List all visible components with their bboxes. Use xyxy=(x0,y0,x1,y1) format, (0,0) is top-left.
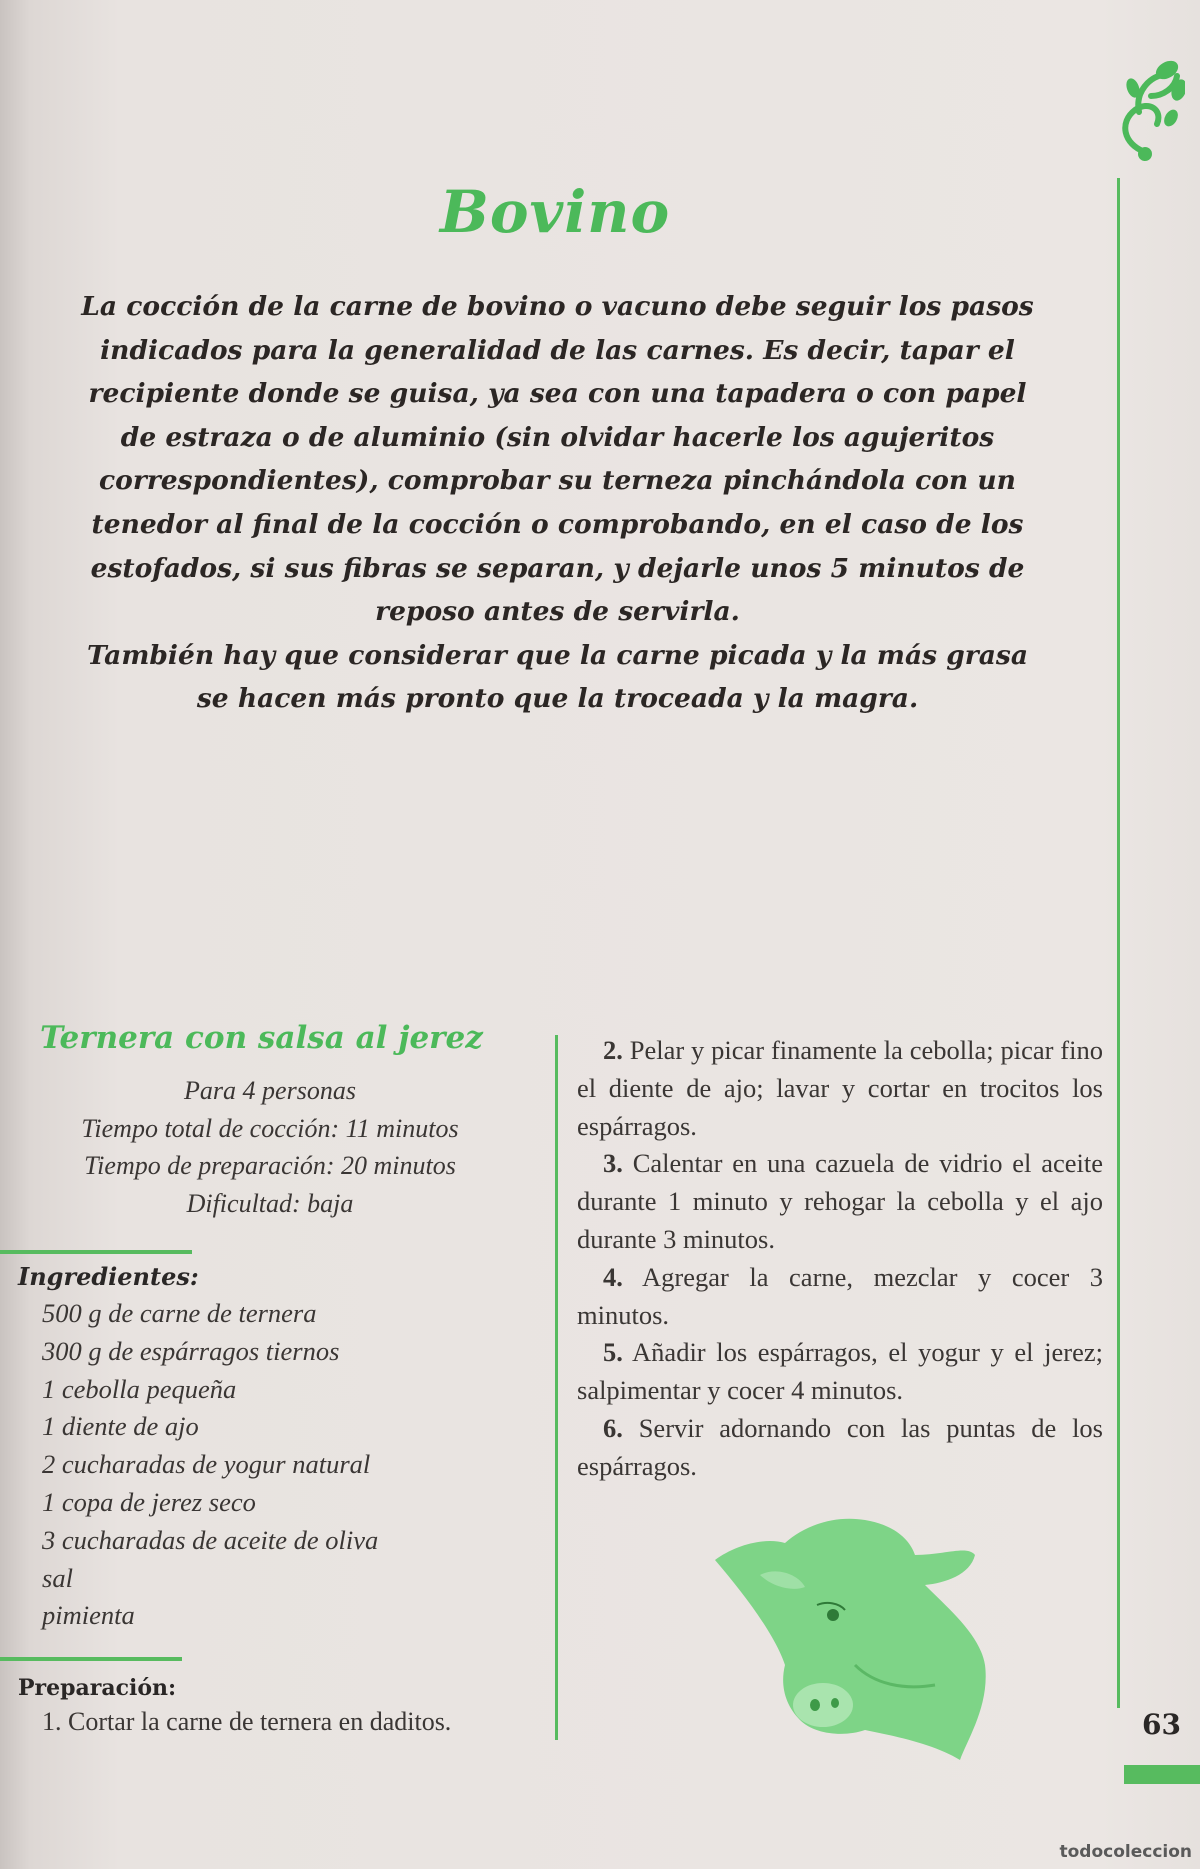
cow-head-icon xyxy=(705,1515,990,1760)
preparation-step xyxy=(577,1334,1103,1410)
step-text: Añadir los espárragos, el yogur y el jerez; salpimentar y cocer 4 minutos. xyxy=(577,1337,1104,1406)
preparation-rule xyxy=(0,1657,182,1661)
difficulty: Dificultad: baja xyxy=(186,1188,354,1218)
step-number: 6. xyxy=(603,1412,623,1443)
intro-text xyxy=(75,285,1040,721)
step-number: 4. xyxy=(603,1261,623,1292)
watermark: todocoleccion xyxy=(1059,1842,1192,1862)
intro-paragraph: También hay que considerar que la carne picada y la más grasa se hacen más pronto que la troceada y la magra. xyxy=(86,639,1029,715)
preparation-steps xyxy=(577,1032,1103,1486)
margin-vertical-rule xyxy=(1117,178,1120,1708)
recipe-title: Ternera con salsa al jerez xyxy=(40,1020,483,1056)
step-text: Calentar en una cazuela de vidrio el aceite durante 1 minuto y rehogar la cebolla y el ajo durante 3 minutos. xyxy=(577,1148,1104,1254)
step-number: 5. xyxy=(603,1337,623,1368)
step-text: Servir adornando con las puntas de los espárragos. xyxy=(577,1412,1103,1481)
intro-paragraph: La cocción de la carne de bovino o vacuno debe seguir los pasos indicados para la generalidad de las carnes. Es decir, tapar el recipiente donde se guisa, ya sea con una tapadera o con papel de estraza o de aluminio (sin olvidar hacerle los agujeritos correspondientes), comprobar su terneza pinchándola con un tenedor al final de la cocción o comprobando, en el caso de los estofados, si sus fibras se separan, y dejarle unos 5 minutos de reposo antes de servirla. xyxy=(81,291,1034,628)
step-number: 3. xyxy=(603,1148,623,1179)
list-item: 1 cebolla pequeña xyxy=(42,1373,237,1404)
page-title: Bovino xyxy=(439,178,671,246)
list-item: 1 diente de ajo xyxy=(42,1411,199,1442)
page-number: 63 xyxy=(1142,1708,1181,1741)
preparation-step xyxy=(577,1032,1103,1145)
ingredients-heading: Ingredientes: xyxy=(18,1262,199,1291)
margin-green-bar xyxy=(1124,1765,1200,1784)
column-divider xyxy=(555,1035,558,1740)
ingredients-list xyxy=(42,1295,378,1635)
step-text: Pelar y picar finamente la cebolla; picar fino el diente de ajo; lavar y cortar en trocitos los espárragos. xyxy=(577,1035,1103,1141)
step-number: 2. xyxy=(603,1035,623,1065)
floral-ornament-icon xyxy=(1105,52,1185,162)
list-item: 3 cucharadas de aceite de oliva xyxy=(42,1524,379,1555)
total-cooking-time: Tiempo total de cocción: 11 minutos xyxy=(81,1113,459,1143)
preparation-step-1: 1. Cortar la carne de ternera en daditos. xyxy=(42,1707,452,1736)
list-item: 2 cucharadas de yogur natural xyxy=(42,1449,371,1480)
list-item: 300 g de espárragos tiernos xyxy=(42,1335,340,1366)
preparation-time: Tiempo de preparación: 20 minutos xyxy=(84,1151,456,1180)
ingredients-rule xyxy=(0,1250,192,1254)
list-item: sal xyxy=(42,1562,73,1593)
recipe-meta xyxy=(30,1072,510,1222)
servings: Para 4 personas xyxy=(184,1076,356,1105)
preparation-step xyxy=(577,1410,1103,1486)
preparation-heading: Preparación: xyxy=(18,1675,177,1701)
preparation-step xyxy=(577,1259,1103,1335)
list-item: 1 copa de jerez seco xyxy=(42,1486,256,1517)
list-item: 500 g de carne de ternera xyxy=(42,1298,317,1328)
list-item: pimienta xyxy=(42,1600,135,1631)
preparation-step xyxy=(577,1145,1103,1258)
step-text: Agregar la carne, mezclar y cocer 3 minutos. xyxy=(577,1261,1103,1330)
